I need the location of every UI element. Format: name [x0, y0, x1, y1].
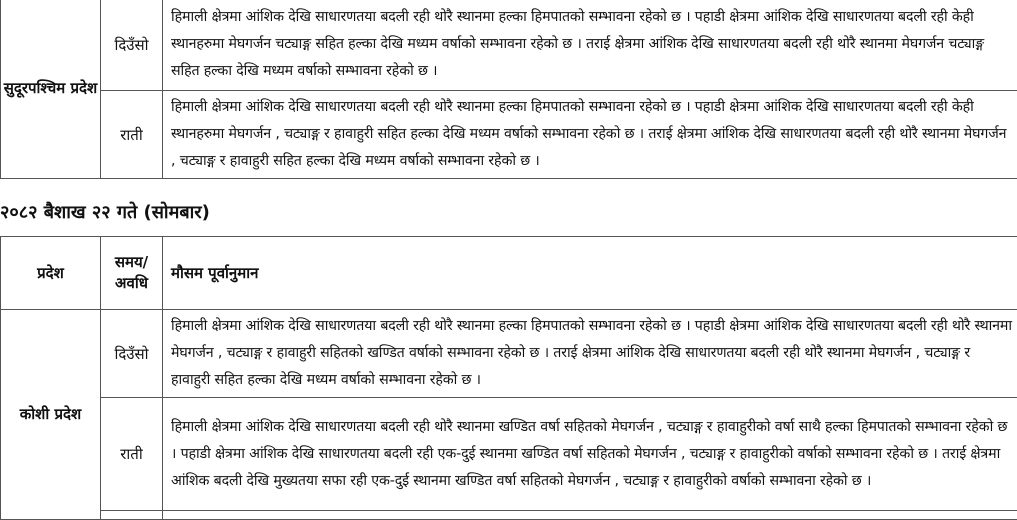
header-time: समय/ अवधि: [101, 237, 163, 310]
table-row: [1, 0, 1017, 91]
previous-forecast-table: [0, 0, 1017, 179]
time-cell: दिउँसो: [101, 0, 163, 91]
spacer-cell: [163, 511, 1017, 520]
forecast-cell: हिमाली क्षेत्रमा आंशिक देखि साधारणतया बदली रही थोरै स्थानमा खण्डित वर्षा सहितको मेघगर्जन , चट्याङ्ग र हावाहुरीको वर्षा साथै हल्का हिमपातको सम्भावना रहेको छ । पहाडी क्षेत्रमा आंशिक देखि साधारणतया बदली रही एक-दुई स्थानमा खण्डित वर्षा सहितको मेघगर्जन , चट्याङ्ग र हावाहुरीको वर्षाको सम्भावना रहेको छ । तराई क्षेत्रमा आंशिक बदली देखि मुख्यतया सफा रही एक-दुई स्थानमा खण्डित वर्षा सहितको मेघगर्जन , चट्याङ्ग र हावाहुरीको वर्षाको सम्भावना रहेको छ ।: [163, 398, 1017, 511]
forecast-cell: हिमाली क्षेत्रमा आंशिक देखि साधारणतया बदली रही थोरै स्थानमा हल्का हिमपातको सम्भावना रहेको छ । पहाडी क्षेत्रमा आंशिक देखि साधारणतया बदली रही थोरै स्थानमा मेघगर्जन , चट्याङ्ग र हावाहुरी सहितको खण्डित वर्षाको सम्भावना रहेको छ । तराई क्षेत्रमा आंशिक देखि साधारणतया बदली रही थोरै स्थानमा मेघगर्जन , चट्याङ्ग र हावाहुरी सहित हल्का देखि मध्यम वर्षाको सम्भावना रहेको छ ।: [163, 310, 1017, 398]
table-row: [1, 398, 1017, 511]
region-cell: कोशी प्रदेश: [1, 310, 101, 520]
time-cell: राती: [101, 91, 163, 179]
time-cell: राती: [101, 398, 163, 511]
table-row-spacer: [1, 511, 1017, 520]
date-heading: २०८२ बैशाख २२ गते (सोमबार): [0, 200, 210, 226]
table-row: [1, 310, 1017, 398]
region-cell: सुदूरपश्चिम प्रदेश: [1, 0, 101, 179]
forecast-table: [0, 236, 1017, 520]
header-region: प्रदेश: [1, 237, 101, 310]
table-row: [1, 91, 1017, 179]
time-cell: दिउँसो: [101, 310, 163, 398]
spacer-cell: [101, 511, 163, 520]
forecast-cell: हिमाली क्षेत्रमा आंशिक देखि साधारणतया बदली रही थोरै स्थानमा हल्का हिमपातको सम्भावना रहेको छ । पहाडी क्षेत्रमा आंशिक देखि साधारणतया बदली रही केही स्थानहरुमा मेघगर्जन चट्याङ्ग सहित हल्का देखि मध्यम वर्षाको सम्भावना रहेको छ । तराई क्षेत्रमा आंशिक देखि साधारणतया बदली रही थोरै स्थानमा मेघगर्जन चट्याङ्ग सहित हल्का देखि मध्यम वर्षाको सम्भावना रहेको छ ।: [163, 0, 1017, 91]
header-forecast: मौसम पूर्वानुमान: [163, 237, 1017, 310]
forecast-cell: हिमाली क्षेत्रमा आंशिक देखि साधारणतया बदली रही थोरै स्थानमा हल्का हिमपातको सम्भावना रहेको छ । पहाडी क्षेत्रमा आंशिक देखि साधारणतया बदली रही केही स्थानहरुमा मेघगर्जन , चट्याङ्ग र हावाहुरी सहित हल्का देखि मध्यम वर्षाको सम्भावना रहेको छ । तराई क्षेत्रमा आंशिक देखि साधारणतया बदली रही थोरै स्थानमा मेघगर्जन , चट्याङ्ग र हावाहुरी सहित हल्का देखि मध्यम वर्षाको सम्भावना रहेको छ ।: [163, 91, 1017, 179]
table-header-row: [1, 237, 1017, 310]
